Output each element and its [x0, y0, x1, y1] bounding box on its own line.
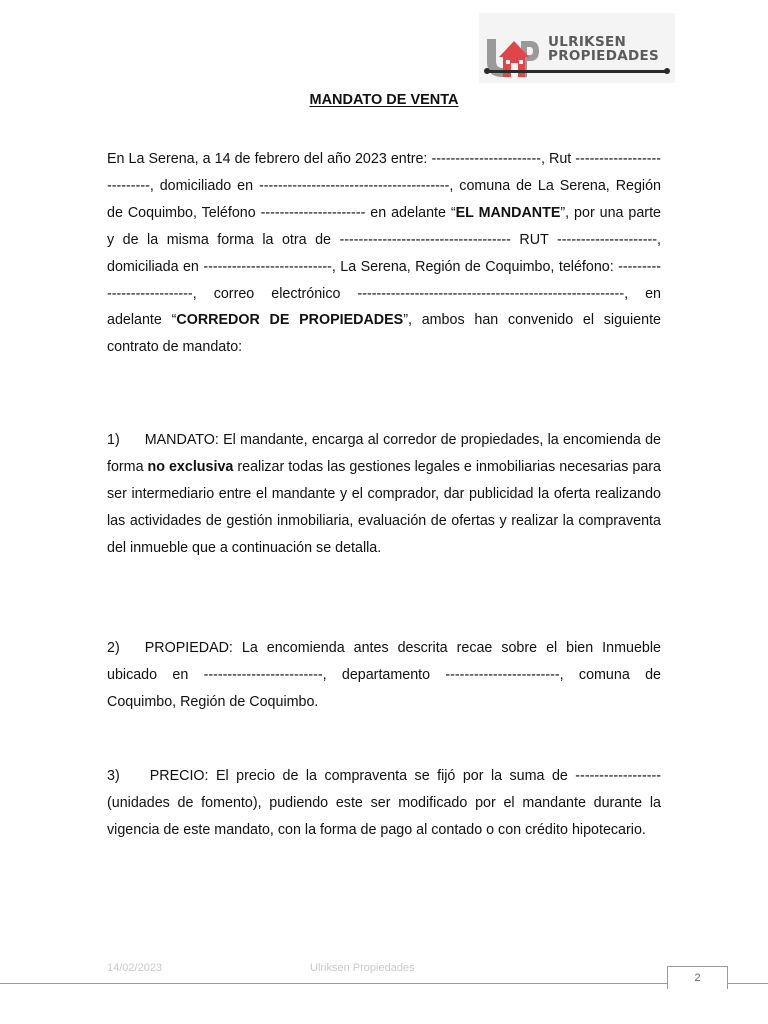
clause-text: PROPIEDAD: La encomienda antes descrita recae sobre el bien Inmueble ubicado en -------------------------, departamento ------------------------, comuna de Coquimbo, Región de Coquimbo. — [107, 640, 661, 710]
clause-text-1: MANDATO: El mandante, encarga al corredor de propiedades, la encomienda de forma — [107, 432, 661, 475]
clause-bold-no-exclusiva: no exclusiva — [147, 458, 234, 475]
intro-bold-mandante: EL MANDANTE — [455, 204, 561, 221]
clause-precio — [107, 763, 661, 844]
document-title: MANDATO DE VENTA — [309, 92, 459, 108]
clause-text: PRECIO: El precio de la compraventa se fijó por la suma de ------------------ (unidades de fomento), pudiendo este ser modificado por el mandante durante la vigencia de este mandato, con la forma de pago al contado o con crédito hipotecario. — [107, 768, 661, 838]
footer-company: Ulriksen Propiedades — [310, 962, 415, 974]
logo-wordmark — [548, 35, 659, 63]
logo-underline — [487, 70, 667, 73]
footer-date: 14/02/2023 — [107, 962, 163, 974]
logo-name-line1: ULRIKSEN — [548, 34, 627, 50]
clause-mandato — [107, 427, 661, 562]
clause-propiedad — [107, 635, 661, 716]
clause-number: 2) — [107, 640, 120, 656]
intro-paragraph — [107, 146, 661, 361]
page-number: 2 — [667, 966, 728, 989]
clause-text-2: realizar todas las gestiones legales e inmobiliarias necesarias para ser intermediario entre el mandante y el comprador, dar publicidad la oferta realizando las actividades de gestión inmobiliaria, evaluación de ofertas y realizar la compraventa del inmueble que a continuación se detalla. — [107, 458, 661, 556]
intro-text-3: ”, ambos han convenido el siguiente contrato de mandato: — [107, 312, 662, 356]
clause-number: 1) — [107, 432, 120, 448]
intro-bold-corredor: CORREDOR DE PROPIEDADES — [176, 312, 404, 329]
intro-text-1: En La Serena, a 14 de febrero del año 2023 entre: -----------------------, Rut ---------------------------, domiciliado en ----------------------------------------, comuna de La Serena, Región de Coquimbo, Teléfono ---------------------- en adelante “ — [107, 151, 661, 221]
intro-text-2: ”, por una parte y de la misma forma la otra de ------------------------------------ RUT ---------------------, domiciliada en ---------------------------, La Serena, Región de Coquimbo, teléfono: ---------------------------, correo electrónico --------------------------------------------------------, en adelante “ — [107, 204, 661, 329]
company-logo — [479, 13, 675, 83]
footer-divider — [0, 983, 768, 984]
logo-name-line2: PROPIEDADES — [548, 48, 660, 64]
clause-number: 3) — [107, 768, 120, 784]
